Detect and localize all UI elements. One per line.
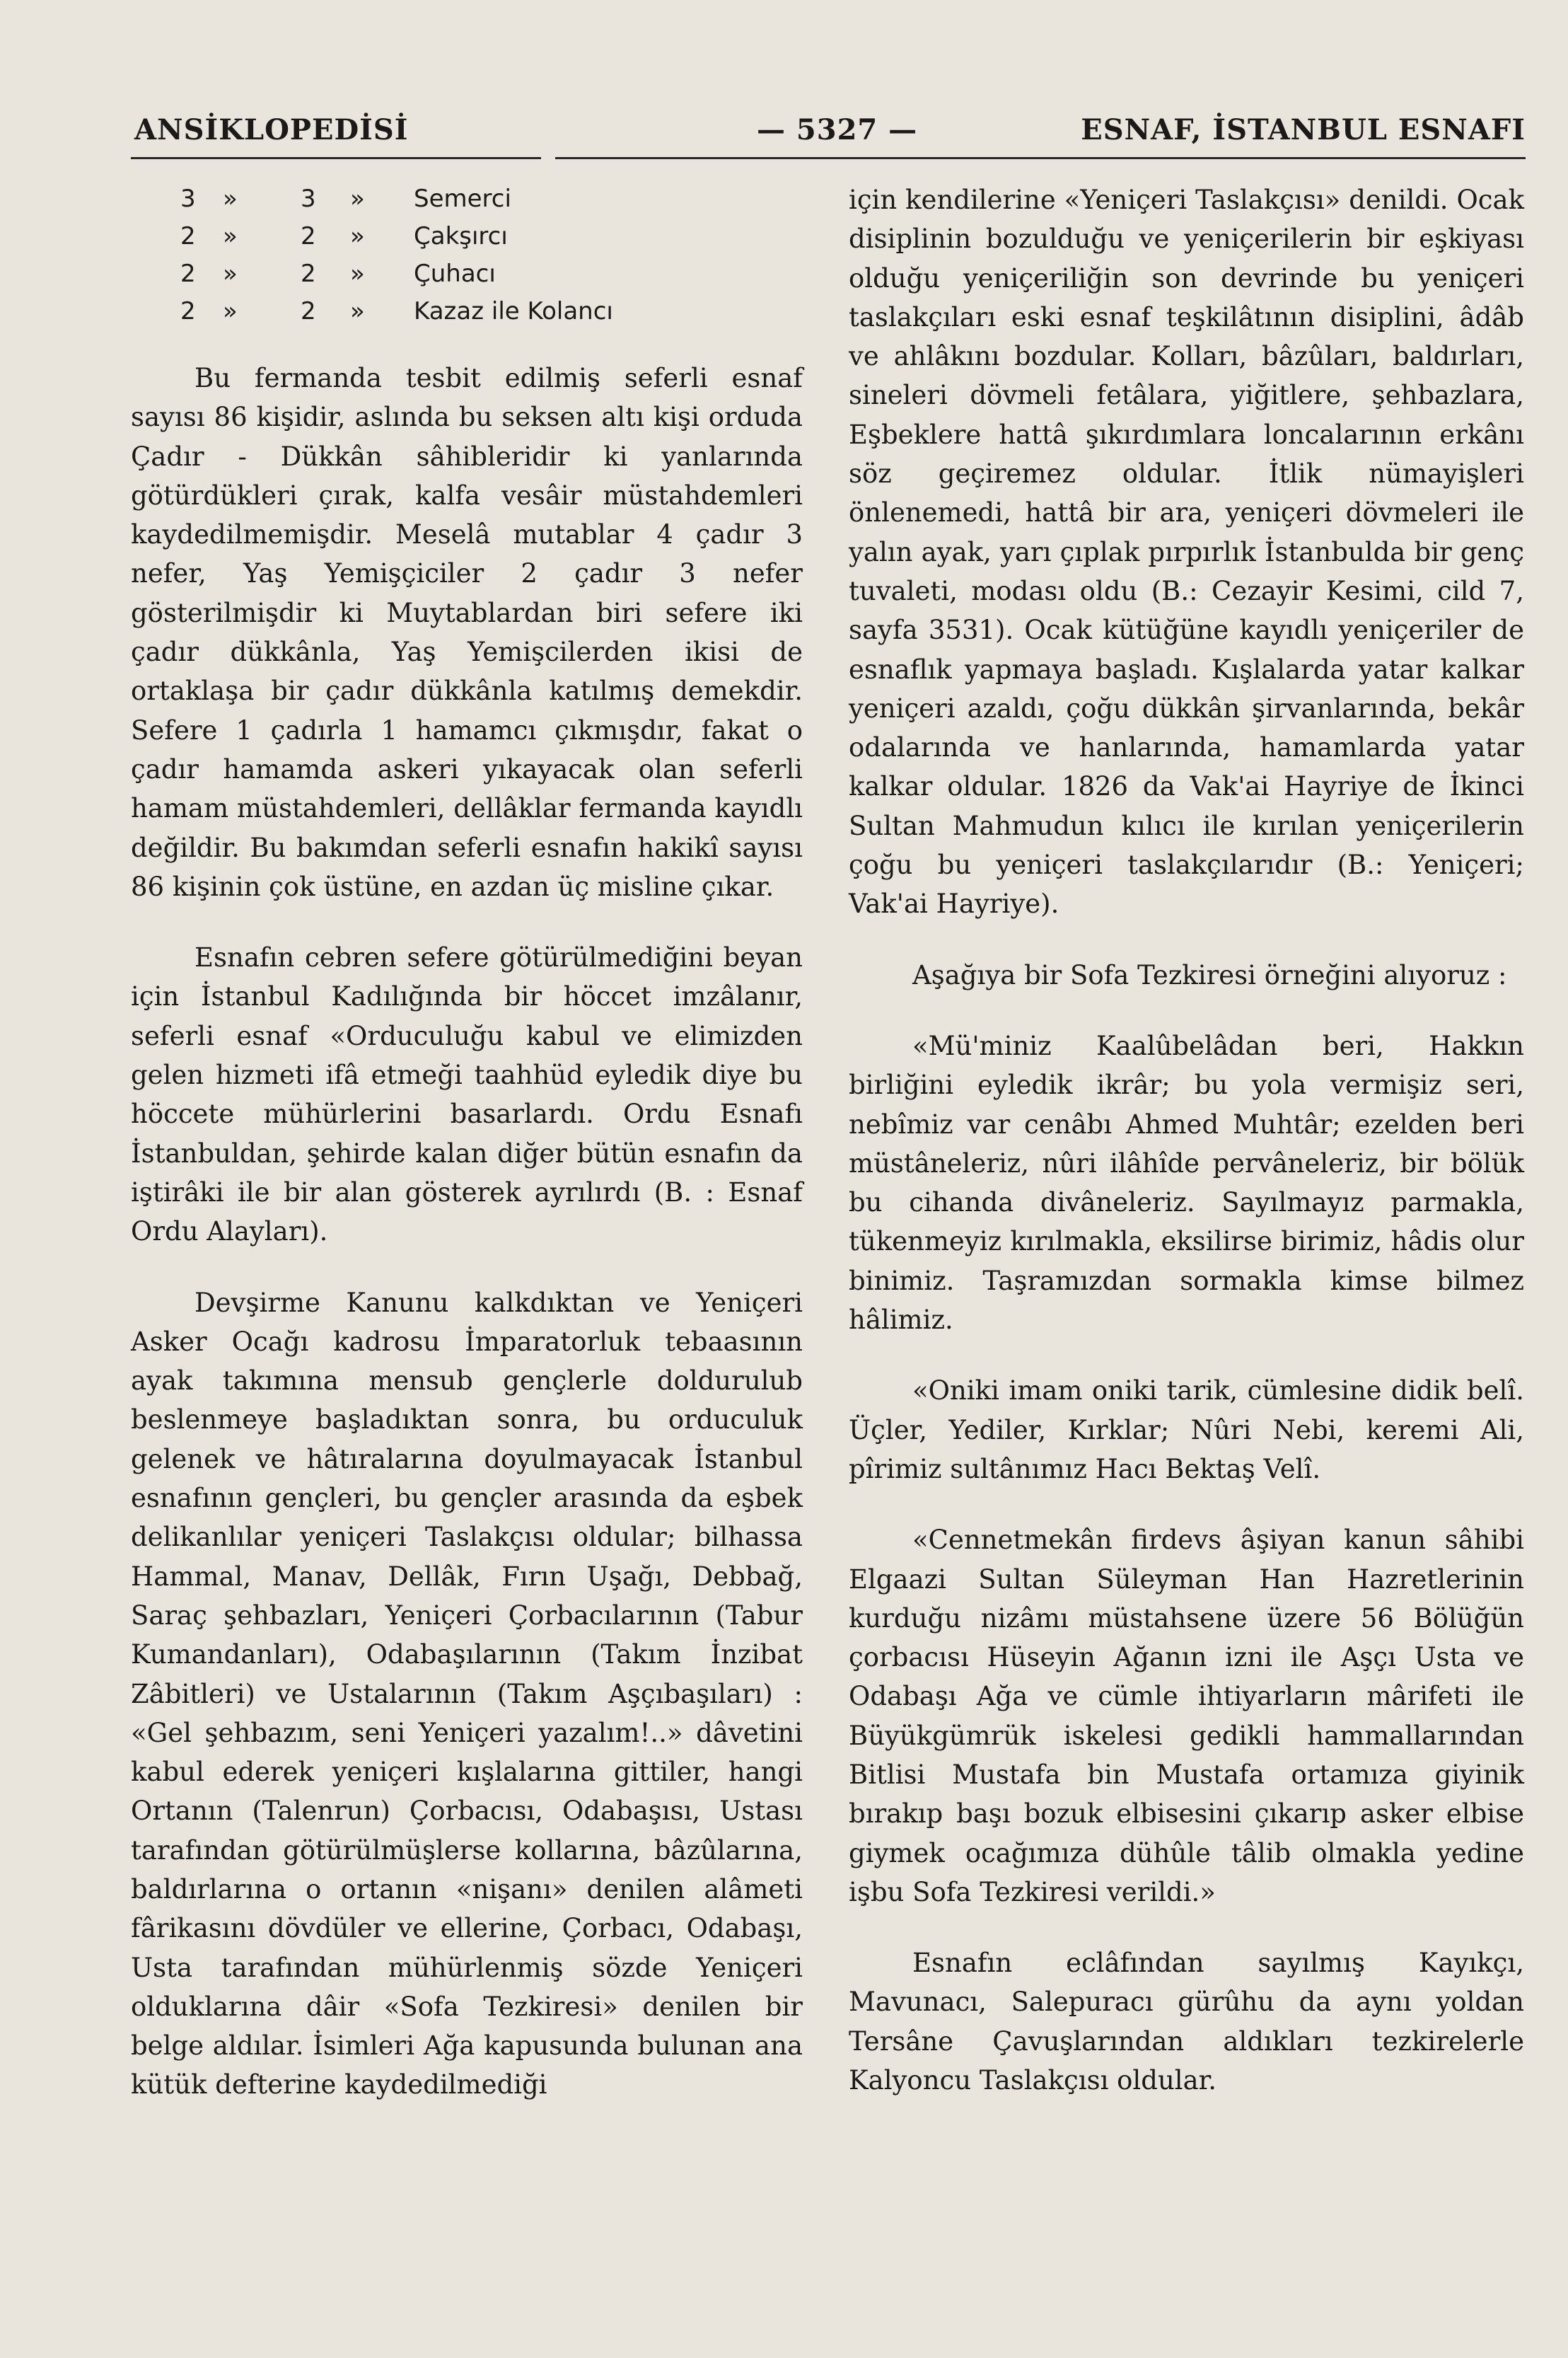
list-ditto-a: » xyxy=(223,297,238,325)
list-count-b: 2 xyxy=(301,222,316,250)
list-item xyxy=(131,218,803,255)
left-column xyxy=(131,180,803,2137)
list-count-b: 2 xyxy=(301,297,316,325)
list-count-a: 2 xyxy=(180,297,196,325)
list-count-a: 2 xyxy=(180,260,196,288)
paragraph-sofa-quote-1: «Mü'miniz Kaalûbelâdan beri, Hakkın birliğini eyledik ikrâr; bu yola vermişiz seri, nebîmiz var cenâbı Ahmed Muhtâr; ezelden beri müstâneleriz, nûri ilâhîde pervâneleriz, bir bölük bu cihanda divâneleriz. Sayılmayız parmakla, tükenmeyiz kırılmakla, eksilirse birimiz, hâdis olur binimiz. Taşramızdan sormakla kimse bilmez hâlimiz. xyxy=(849,1030,1524,1336)
paragraph-seferli-esnaf: Bu fermanda tesbit edilmiş seferli esnaf sayısı 86 kişidir, aslında bu seksen altı kişi orduda Çadır - Dükkân sâhibleridir ki yanlarında götürdükleri çırak, kalfa vesâir müstahdemleri kaydedilmemişdir. Meselâ mutablar 4 çadır 3 nefer, Yaş Yemişçiciler 2 çadır 3 nefer gösterilmişdir ki Muytablardan biri sefere iki çadır dükkânla, Yaş Yemişcilerden ikisi de ortaklaşa bir çadır dükkânla katılmış demekdir. Sefere 1 çadırla 1 hamamcı çıkmışdır, fakat o çadır hamamda askeri yıkayacak olan seferli hamam müstahdemleri, dellâklar fermanda kayıdlı değildir. Bu bakımdan seferli esnafın hakikî sayısı 86 kişinin çok üstüne, en azdan üç misline çıkar. xyxy=(131,363,803,902)
list-count-b: 2 xyxy=(301,260,316,288)
list-count-b: 3 xyxy=(301,185,316,213)
paragraph-hoccet: Esnafın cebren sefere götürülmediğini beyan için İstanbul Kadılığında bir höccet imzâlanır, seferli esnaf «Orduculuğu kabul ve elimizden gelen hizmeti ifâ etmeği taahhüd eyledik diye bu höccete mühürlerini basarlardı. Ordu Esnafı İstanbuldan, şehirde kalan diğer bütün esnafın da iştirâki ile bir alan gösterek ayrılırdı (B. : Esnaf Ordu Alayları). xyxy=(131,942,803,1247)
list-name: Kazaz ile Kolancı xyxy=(414,297,613,325)
list-ditto-b: » xyxy=(350,185,365,213)
paragraph-sofa-quote-3: «Cennetmekân firdevs âşiyan kanun sâhibi Elgaazi Sultan Süleyman Han Hazretlerinin kurduğu nizâmı müstahsene üzere 56 Bölüğün çorbacısı Hüseyin Ağanın izni ile Aşçı Usta ve Odabaşı Ağa ve cümle ihtiyarların mârifeti ile Büyükgümrük iskelesi gedikli hammallarından Bitlisi Mustafa bin Mustafa ortamıza giyinik bırakıp başı bozuk elbisesini çıkarıp asker elbise giymek ocağımıza dühûle tâlib olmakla yedine işbu Sofa Tezkiresi verildi.» xyxy=(849,1525,1524,1907)
list-name: Çakşırcı xyxy=(414,222,508,250)
running-head-right: ESNAF, İSTANBUL ESNAFI xyxy=(1081,113,1526,146)
list-name: Semerci xyxy=(414,185,511,213)
paragraph-taslakci-continued: için kendilerine «Yeniçeri Taslakçısı» denildi. Ocak disiplinin bozulduğu ve yeniçerilerin bir eşkiyası olduğu yeniçeriliğin son devrinde bu yeniçeri taslakçıları eski esnaf teşkilâtının disiplini, âdâb ve ahlâkını bozdular. Kolları, bâzûları, baldırları, sineleri dövmeli fetâlara, yiğitlere, şehbazlara, Eşbeklere hattâ şıkırdımlara loncalarının erkânı söz geçiremez oldular. İtlik nümayişleri önlenemedi, hattâ bir ara, yeniçeri dövmeleri ile yalın ayak, yarı çıplak pırpırlık İstanbulda bir genç tuvaleti, modası oldu (B.: Cezayir Kesimi, cild 7, sayfa 3531). Ocak kütüğüne kayıdlı yeniçeriler de esnaflık yapmaya başladı. Kışlalarda yatar kalkar yeniçeri azaldı, çoğu dükkân şirvanlarında, bekâr odalarında ve hanlarında, hamamlarda yatar kalkar oldular. 1826 da Vak'ai Hayriye de İkinci Sultan Mahmudun kılıcı ile kırılan yeniçerilerin çoğu bu yeniçeri taslakçılarıdır (B.: Yeniçeri; Vak'ai Hayriye). xyxy=(849,185,1524,920)
list-item xyxy=(131,180,803,218)
list-ditto-a: » xyxy=(223,185,238,213)
list-name: Çuhacı xyxy=(414,260,496,288)
list-count-a: 3 xyxy=(180,185,196,213)
list-ditto-a: » xyxy=(223,260,238,288)
right-column xyxy=(849,180,1524,2132)
list-item xyxy=(131,293,803,330)
list-ditto-a: » xyxy=(223,222,238,250)
list-ditto-b: » xyxy=(350,222,365,250)
list-ditto-b: » xyxy=(350,297,365,325)
paragraph-devsirme: Devşirme Kanunu kalkdıktan ve Yeniçeri Asker Ocağı kadrosu İmparatorluk tebaasının ayak takımına mensub gençlerle doldurulub beslenmeye başladıktan sonra, bu orduculuk gelenek ve hâtıralarına doyulmayacak İstanbul esnafının gençleri, bu gençler arasında da eşbek delikanlılar yeniçeri Taslakçısı oldular; bilhassa Hammal, Manav, Dellâk, Fırın Uşağı, Debbağ, Saraç şehbazları, Yeniçeri Çorbacılarının (Tabur Kumandanları), Odabaşılarının (Takım İnzibat Zâbitleri) ve Ustalarının (Takım Aşçıbaşıları) : «Gel şehbazım, seni Yeniçeri yazalım!..» dâvetini kabul ederek yeniçeri kışlalarına gittiler, hangi Ortanın (Talenrun) Çorbacısı, Odabaşısı, Ustası tarafından götürülmüşlerse kollarına, bâzûlarına, baldırlarına o ortanın «nişanı» denilen alâmeti fârikasını dövdüler ve ellerine, Çorbacı, Odabaşı, Usta tarafından mühürlenmiş sözde Yeniçeri olduklarına dâir «Sofa Tezkiresi» denilen bir belge aldılar. İsimleri Ağa kapusunda bulunan ana kütük defterine kaydedilmediği xyxy=(131,1287,803,2100)
list-ditto-b: » xyxy=(350,260,365,288)
list-item xyxy=(131,255,803,293)
paragraph-sofa-quote-2: «Oniki imam oniki tarik, cümlesine didik belî. Üçler, Yediler, Kırklar; Nûri Nebi, keremi Ali, pîrimiz sultânımız Hacı Bektaş Velî. xyxy=(849,1375,1524,1484)
header-rule-right xyxy=(555,157,1526,159)
paragraph-kalyoncu: Esnafın eclâfından sayılmış Kayıkçı, Mavunacı, Salepuracı gürûhu da aynı yoldan Tersâne Çavuşlarından aldıkları tezkirelerle Kalyoncu Taslakçısı oldular. xyxy=(849,1948,1524,2096)
header-rule-left xyxy=(131,157,541,159)
guild-list xyxy=(131,180,803,330)
page-number: — 5327 — xyxy=(757,113,918,146)
running-head-left: ANSİKLOPEDİSİ xyxy=(134,113,409,146)
list-count-a: 2 xyxy=(180,222,196,250)
paragraph-sofa-intro: Aşağıya bir Sofa Tezkiresi örneğini alıyoruz : xyxy=(912,959,1507,990)
